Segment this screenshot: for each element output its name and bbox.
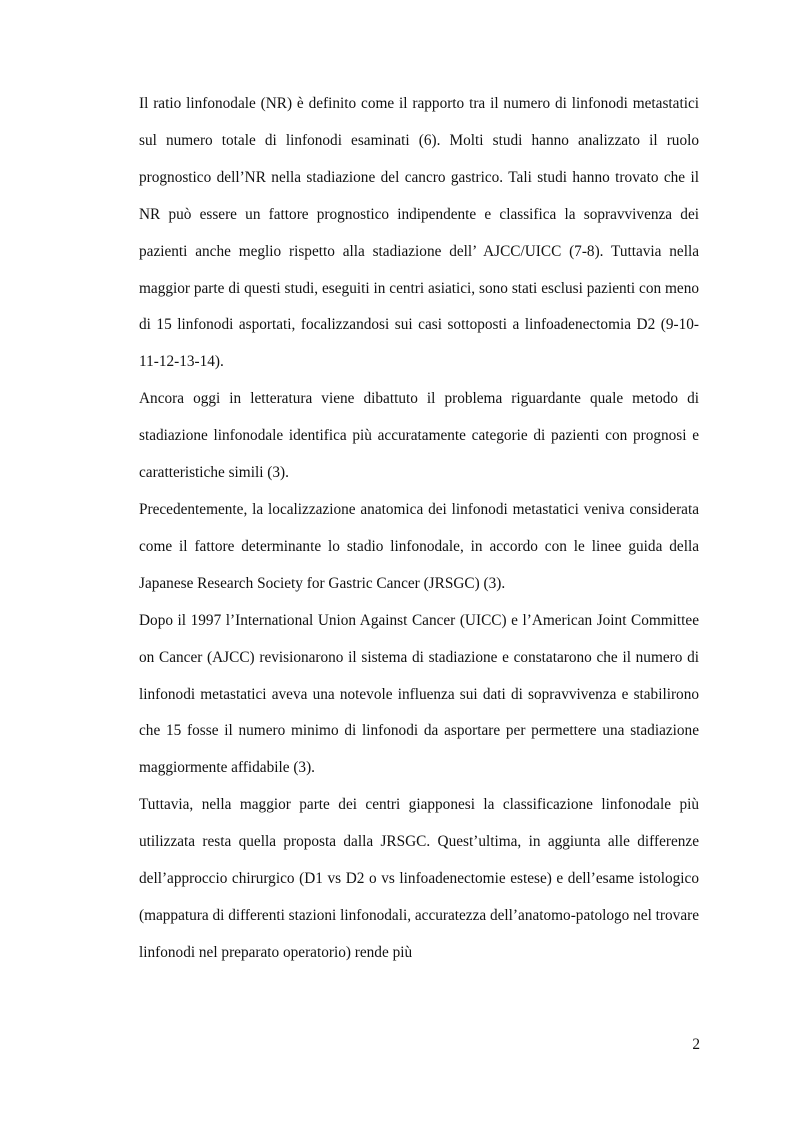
paragraph-anatomic-location: Precedentemente, la localizzazione anatomica dei linfonodi metastatici veniva considerata come il fattore determinante lo stadio linfonodale, in accordo con le linee guida della Japanese Research Society for Gastric Cancer (JRSGC) (3). <box>139 500 699 592</box>
page-number: 2 <box>692 1036 700 1053</box>
paragraph-nodal-ratio: Il ratio linfonodale (NR) è definito come il rapporto tra il numero di linfonodi metastatici sul numero totale di linfonodi esaminati (6). Molti studi hanno analizzato il ruolo prognostico dell’NR nella stadiazione del cancro gastrico. Tali studi hanno trovato che il NR può essere un fattore prognostico indipendente e classifica la sopravvivenza dei pazienti anche meglio rispetto alla stadiazione dell’ AJCC/UICC (7-8). Tuttavia nella maggior parte di questi studi, eseguiti in centri asiatici, sono stati esclusi pazienti con meno di 15 linfonodi asportati, focalizzandosi sui casi sottoposti a linfoadenectomia D2 (9-10-11-12-13-14). <box>139 95 699 371</box>
paragraph-japanese-centers: Tuttavia, nella maggior parte dei centri giapponesi la classificazione linfonodale più utilizzata resta quella proposta dalla JRSGC. Quest’ultima, in aggiunta alle differenze dell’approccio chirurgico (D1 vs D2 o vs linfoadenectomie estese) e dell’esame istologico (mappatura di differenti stazioni linfonodali, accuratezza dell’anatomo-patologo nel trovare linfonodi nel preparato operatorio) rende più <box>139 796 699 961</box>
paragraph-uicc-ajcc-1997: Dopo il 1997 l’International Union Against Cancer (UICC) e l’American Joint Committee on Cancer (AJCC) revisionarono il sistema di stadiazione e constatarono che il numero di linfonodi metastatici aveva una notevole influenza sui dati di sopravvivenza e stabilirono che 15 fosse il numero minimo di linfonodi da asportare per permettere una stadiazione maggiormente affidabile (3). <box>139 611 699 777</box>
paragraph-staging-debate: Ancora oggi in letteratura viene dibattuto il problema riguardante quale metodo di stadiazione linfonodale identifica più accuratamente categorie di pazienti con prognosi e caratteristiche simili (3). <box>139 390 699 482</box>
page-body <box>139 86 699 972</box>
